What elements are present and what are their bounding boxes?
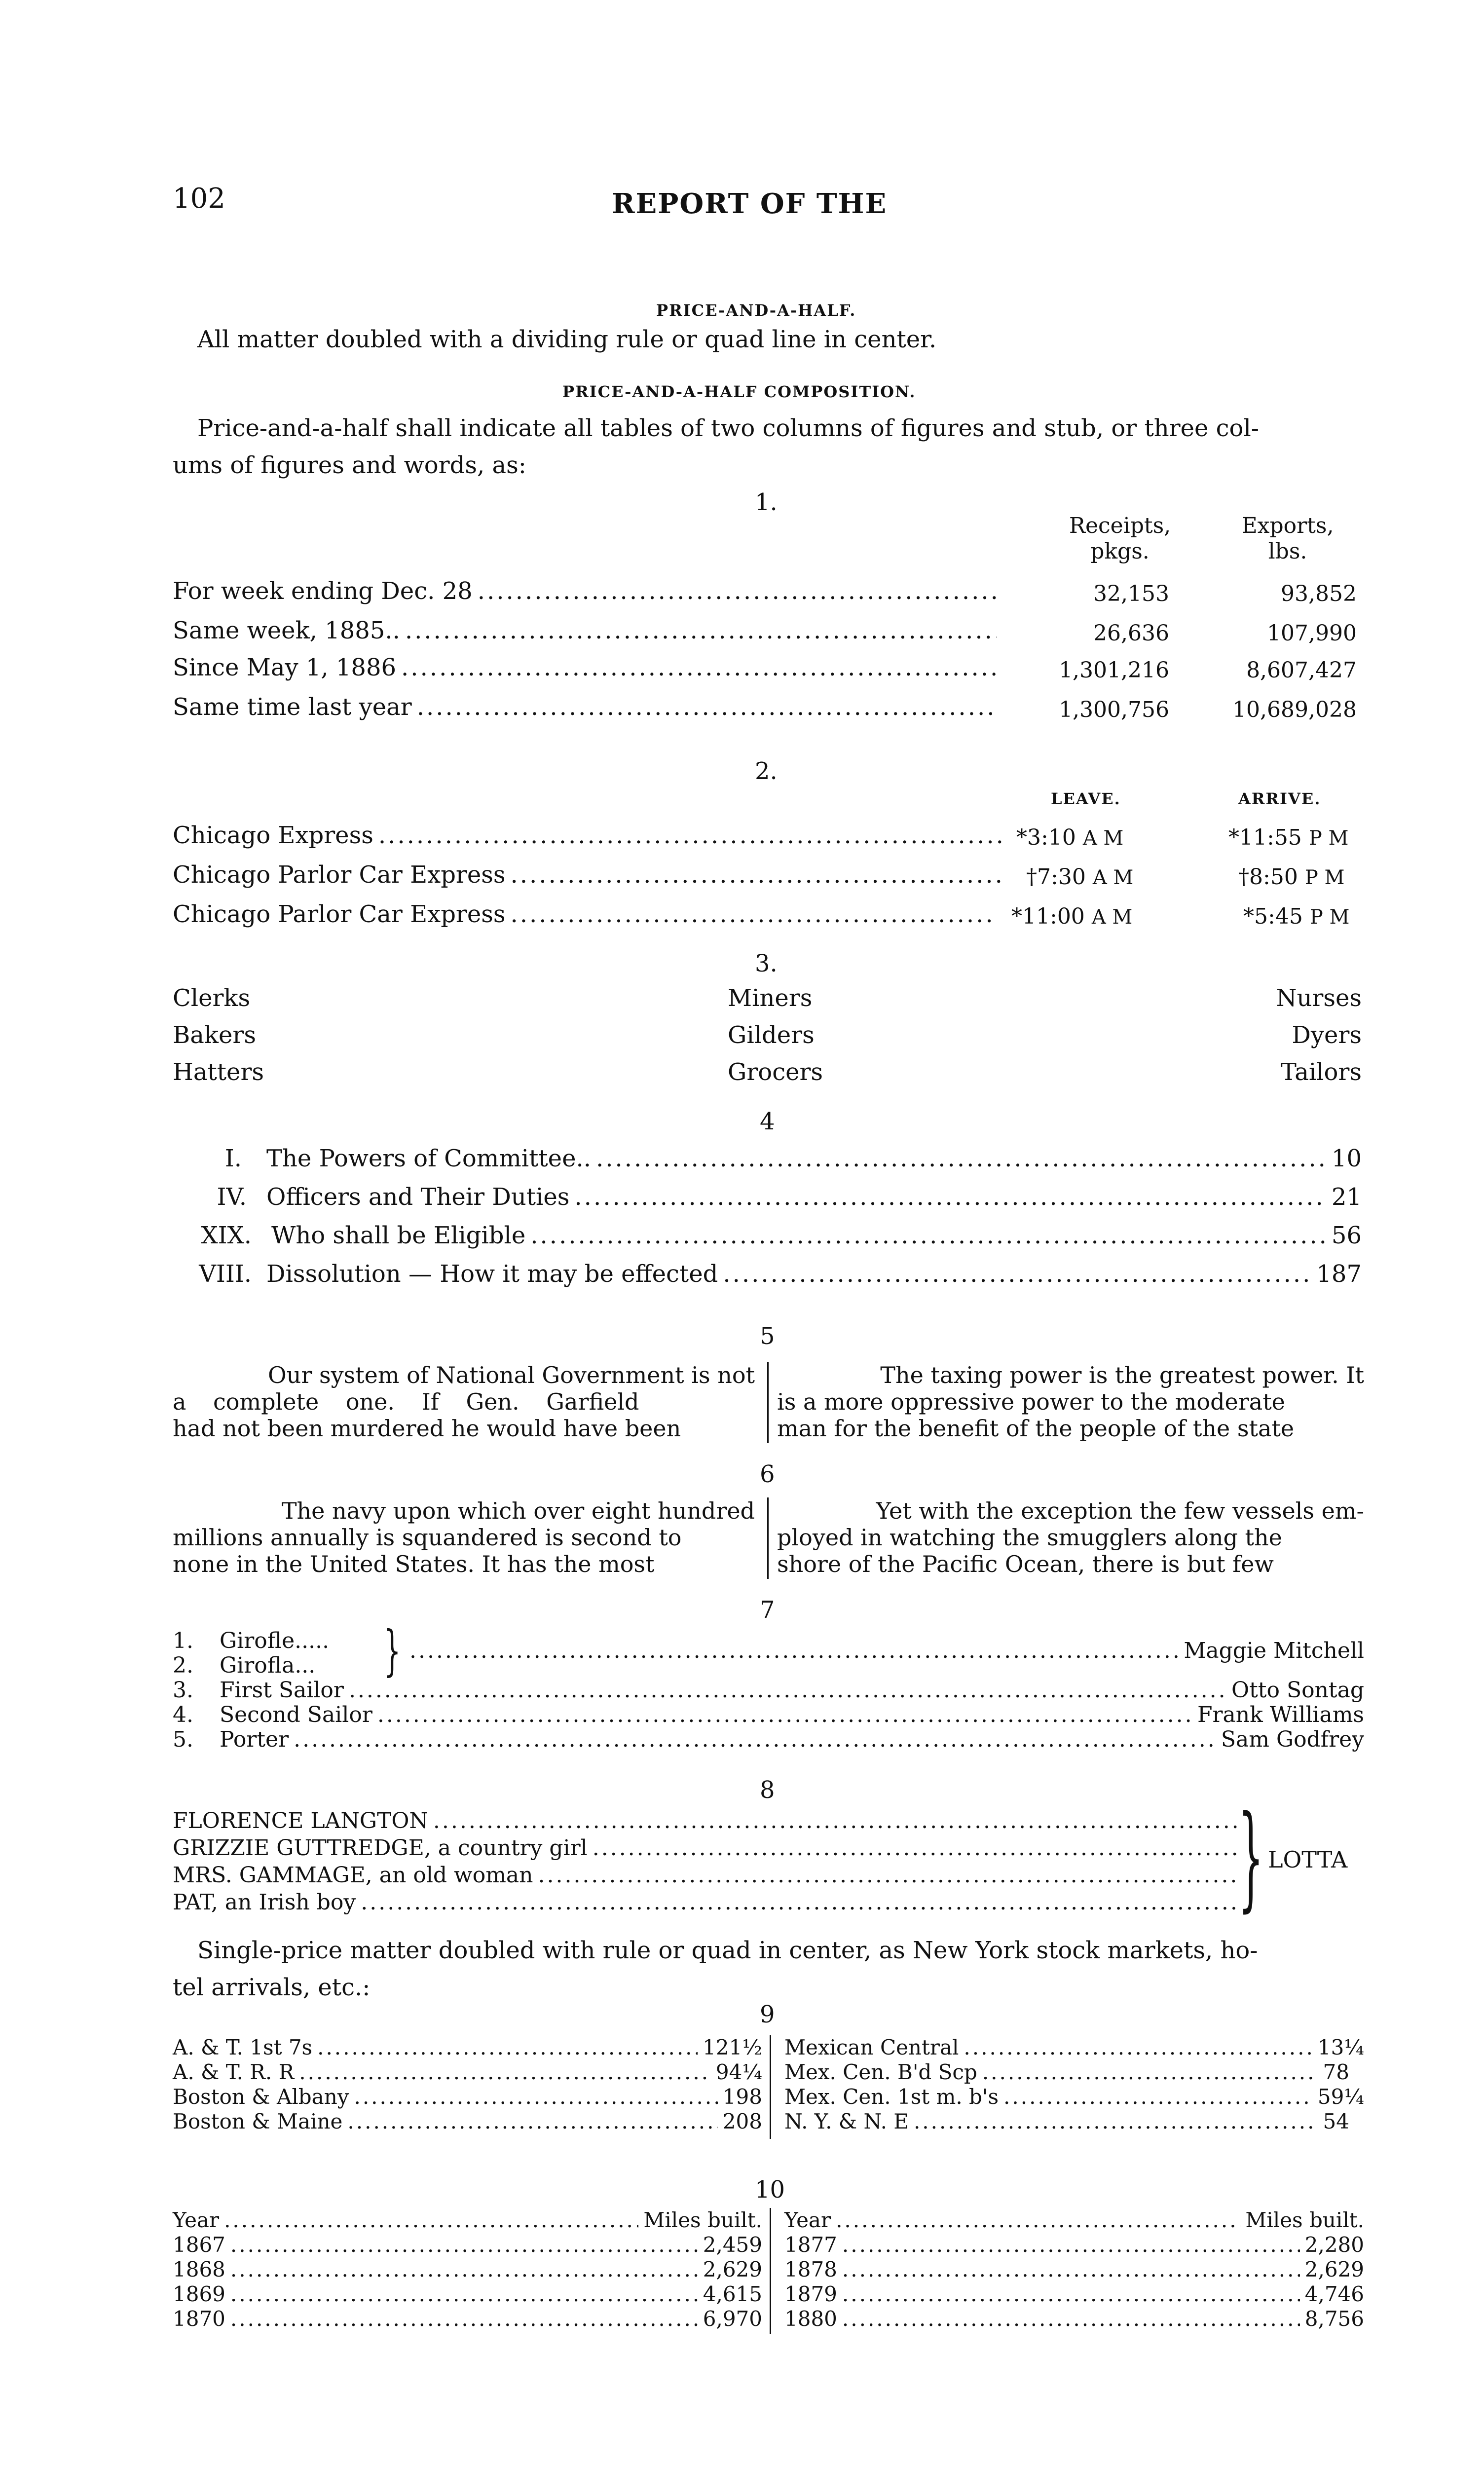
toc-roman: I.	[224, 1145, 242, 1172]
leave-ampm: A M	[1082, 827, 1124, 850]
cast-role: Girofle.....	[220, 1628, 330, 1653]
occupation: Nurses	[1276, 984, 1362, 1012]
ex2-row-label: Chicago Parlor Car Express	[173, 861, 506, 889]
arrive-time: †8:50	[1238, 864, 1298, 890]
toc-label: The Powers of Committee..	[266, 1145, 592, 1172]
running-head: REPORT OF THE	[612, 187, 888, 220]
ex6-right-column	[777, 1497, 1364, 1577]
ex1-row	[173, 693, 1002, 721]
example-number-7: 7	[760, 1596, 775, 1624]
stock-label: Mex. Cen. 1st m. b's	[784, 2085, 999, 2109]
occupation: Grocers	[728, 1058, 823, 1086]
ex1-row-exports: 10,689,028	[1232, 697, 1357, 722]
exports-header	[1214, 513, 1362, 564]
ex6-left-column	[173, 1497, 755, 1577]
section-text-price-and-a-half: All matter doubled with a dividing rule or quad line in center.	[197, 326, 937, 353]
cast-actor: Maggie Mitchell	[1184, 1638, 1364, 1663]
ex6-left-line: The navy upon which over eight hundred	[281, 1497, 755, 1524]
stock-value: 78	[1323, 2060, 1349, 2084]
occupation: Hatters	[173, 1058, 264, 1086]
ex2-row-leave	[1026, 864, 1133, 890]
cast-number: 2.	[173, 1653, 193, 1678]
ex6-right-line: Yet with the exception the few vessels em-	[876, 1497, 1364, 1524]
cast-role: Porter	[220, 1727, 289, 1752]
cast-number: 1.	[173, 1628, 193, 1653]
toc-row	[266, 1145, 1362, 1172]
cast-actor: Sam Godfrey	[1221, 1727, 1364, 1752]
toc-roman: XIX.	[201, 1222, 252, 1249]
single-price-line-1: Single-price matter doubled with rule or quad in center, as New York stock markets, ho-	[197, 1937, 1258, 1964]
rail-year: 1868	[173, 2257, 225, 2281]
rail-miles: 4,746	[1304, 2282, 1364, 2306]
rail-row	[784, 2307, 1364, 2331]
ex2-row-arrive	[1228, 825, 1348, 850]
section-heading-price-and-a-half: PRICE-AND-A-HALF.	[656, 301, 856, 320]
stock-value: 94¼	[715, 2060, 762, 2084]
cast-role: Second Sailor	[220, 1702, 372, 1727]
toc-label: Officers and Their Duties	[266, 1183, 570, 1211]
ex1-row-receipts: 26,636	[1093, 621, 1169, 646]
ex5-right-line: man for the benefit of the people of the state	[777, 1415, 1295, 1442]
example-number-4: 4	[760, 1108, 775, 1135]
toc-row	[266, 1260, 1362, 1288]
composition-line-1: Price-and-a-half shall indicate all tables of two columns of figures and stub, or three col-	[197, 414, 1260, 442]
example-number-1: 1.	[755, 488, 778, 516]
ex1-row	[173, 577, 1002, 605]
toc-label: Who shall be Eligible	[271, 1222, 526, 1249]
occupation: Miners	[728, 984, 813, 1012]
stock-row	[784, 2109, 1349, 2133]
composition-line-2: ums of figures and words, as:	[173, 451, 526, 479]
stock-label: N. Y. & N. E	[784, 2109, 909, 2133]
receipts-header-line1: Receipts,	[1069, 513, 1171, 538]
toc-row	[271, 1222, 1362, 1249]
stock-label: A. & T. R. R	[173, 2060, 295, 2084]
example-number-3: 3.	[755, 950, 778, 977]
rail-miles: 8,756	[1304, 2307, 1364, 2331]
brace-left: }	[383, 1619, 401, 1682]
rail-miles: 2,629	[1304, 2257, 1364, 2281]
leave-ampm: A M	[1091, 906, 1133, 929]
leave-ampm: A M	[1092, 866, 1134, 889]
rail-miles: 2,459	[703, 2233, 762, 2257]
stock-row	[173, 2109, 762, 2133]
rail-year: 1879	[784, 2282, 837, 2306]
ex5-left-line: a complete one. If Gen. Garfield	[173, 1388, 639, 1415]
rail-miles: 6,970	[703, 2307, 762, 2331]
cast-row	[220, 1727, 1364, 1752]
example-number-10: 10	[755, 2176, 785, 2204]
ex5-left-line: had not been murdered he would have been	[173, 1415, 681, 1442]
ex1-row-label: Since May 1, 1886	[173, 654, 397, 681]
arrive-ampm: P M	[1304, 866, 1345, 889]
occupation: Bakers	[173, 1021, 256, 1049]
stock-label: Boston & Maine	[173, 2109, 343, 2133]
stock-row	[784, 2060, 1349, 2084]
arrive-ampm: P M	[1309, 906, 1350, 929]
cast-row	[405, 1638, 1364, 1663]
rail-row	[784, 2233, 1364, 2257]
cast-role: FLORENCE LANGTON	[173, 1808, 428, 1833]
rail-header-row	[784, 2208, 1364, 2232]
leave-header: LEAVE.	[1051, 789, 1121, 808]
rail-year: 1869	[173, 2282, 225, 2306]
example-number-5: 5	[760, 1322, 775, 1350]
stock-value: 54	[1323, 2109, 1349, 2133]
stock-row	[784, 2085, 1364, 2109]
ex2-row-leave	[1011, 904, 1132, 929]
cast-number: 5.	[173, 1727, 193, 1752]
brace-right: }	[1238, 1792, 1264, 1923]
cast-row	[173, 1890, 1243, 1915]
example-number-9: 9	[760, 2001, 775, 2028]
ex5-right-line: is a more oppressive power to the moderate	[777, 1388, 1285, 1415]
cast-row	[220, 1702, 1364, 1727]
cast-role: MRS. GAMMAGE, an old woman	[173, 1863, 533, 1888]
year-header: Year	[173, 2208, 220, 2232]
ex1-row-label: For week ending Dec. 28	[173, 577, 473, 605]
page-number: 102	[173, 183, 225, 215]
exports-header-line1: Exports,	[1241, 513, 1334, 538]
stock-row	[173, 2035, 762, 2059]
toc-page: 10	[1331, 1145, 1362, 1172]
leave-time: *3:10	[1016, 825, 1076, 850]
ex1-row	[173, 617, 1002, 644]
cast-actor: Otto Sontag	[1231, 1678, 1364, 1703]
stock-label: Boston & Albany	[173, 2085, 349, 2109]
arrive-time: *5:45	[1243, 904, 1303, 929]
ex1-row	[173, 654, 1002, 681]
receipts-header-line2: pkgs.	[1090, 539, 1150, 564]
ex6-left-line: millions annually is squandered is second to	[173, 1524, 682, 1551]
ex6-divider-rule	[767, 1497, 769, 1579]
occupation: Clerks	[173, 984, 251, 1012]
stock-label: Mex. Cen. B'd Scp	[784, 2060, 977, 2084]
ex1-row-exports: 8,607,427	[1246, 658, 1357, 683]
arrive-ampm: P M	[1308, 827, 1349, 850]
ex2-row-arrive	[1243, 904, 1349, 929]
ex2-row	[173, 822, 1011, 849]
rail-miles: 2,629	[703, 2257, 762, 2281]
ex6-left-line: none in the United States. It has the most	[173, 1551, 655, 1577]
rail-row	[173, 2257, 762, 2281]
cast-role: PAT, an Irish boy	[173, 1890, 356, 1915]
toc-roman: IV.	[217, 1183, 247, 1211]
ex2-row	[173, 900, 1002, 928]
ex9-divider-rule	[770, 2035, 771, 2139]
ex1-row-exports: 93,852	[1281, 581, 1357, 606]
occupation: Dyers	[1292, 1021, 1362, 1049]
cast-row	[173, 1808, 1243, 1833]
arrive-header: ARRIVE.	[1238, 789, 1321, 808]
stock-label: Mexican Central	[784, 2035, 959, 2059]
ex1-row-label: Same week, 1885..	[173, 617, 400, 644]
cast-role: First Sailor	[220, 1678, 344, 1703]
rail-miles: 2,280	[1304, 2233, 1364, 2257]
cast-row	[220, 1678, 1364, 1703]
ex5-left-column	[173, 1362, 755, 1442]
single-price-line-2: tel arrivals, etc.:	[173, 1974, 371, 2001]
ex1-row-label: Same time last year	[173, 693, 412, 721]
ex5-right-line: The taxing power is the greatest power. It	[880, 1362, 1364, 1388]
ex6-right-line: shore of the Pacific Ocean, there is but few	[777, 1551, 1274, 1577]
rail-row	[173, 2233, 762, 2257]
year-header: Year	[784, 2208, 831, 2232]
occupation: Gilders	[728, 1021, 815, 1049]
leave-time: †7:30	[1026, 864, 1086, 890]
example-number-8: 8	[760, 1776, 775, 1804]
stock-row	[173, 2060, 762, 2084]
cast-number: 3.	[173, 1678, 193, 1703]
example-number-6: 6	[760, 1460, 775, 1488]
toc-page: 187	[1316, 1260, 1362, 1288]
arrive-time: *11:55	[1228, 825, 1302, 850]
ex5-divider-rule	[767, 1362, 769, 1443]
rail-year: 1880	[784, 2307, 837, 2331]
toc-page: 21	[1331, 1183, 1362, 1211]
stock-value: 208	[722, 2109, 762, 2133]
cast-row	[173, 1835, 1243, 1861]
ex1-row-receipts: 1,301,216	[1059, 658, 1169, 683]
section-heading-composition: PRICE-AND-A-HALF COMPOSITION.	[562, 382, 916, 401]
ex2-row	[173, 861, 1011, 889]
stock-row	[173, 2085, 762, 2109]
leave-time: *11:00	[1011, 904, 1085, 929]
rail-row	[173, 2282, 762, 2306]
ex1-row-receipts: 1,300,756	[1059, 697, 1169, 722]
cast-actor: Frank Williams	[1197, 1702, 1364, 1727]
ex1-row-exports: 107,990	[1267, 621, 1357, 646]
ex5-right-column	[777, 1362, 1364, 1442]
stock-value: 198	[722, 2085, 762, 2109]
toc-label: Dissolution — How it may be effected	[266, 1260, 718, 1288]
cast-number: 4.	[173, 1702, 193, 1727]
rail-year: 1870	[173, 2307, 225, 2331]
ex2-row-label: Chicago Express	[173, 822, 373, 849]
ex1-row-receipts: 32,153	[1093, 581, 1169, 606]
rail-row	[784, 2257, 1364, 2281]
receipts-header	[1046, 513, 1194, 564]
miles-header: Miles built.	[1245, 2208, 1364, 2232]
ex2-row-arrive	[1238, 864, 1344, 890]
toc-row	[266, 1183, 1362, 1211]
miles-header: Miles built.	[643, 2208, 762, 2232]
rail-row	[784, 2282, 1364, 2306]
rail-miles: 4,615	[703, 2282, 762, 2306]
rail-year: 1878	[784, 2257, 837, 2281]
rail-year: 1877	[784, 2233, 837, 2257]
rail-row	[173, 2307, 762, 2331]
toc-roman: VIII.	[199, 1260, 252, 1288]
cast-role: Girofla...	[220, 1653, 316, 1678]
cast-row	[173, 1863, 1243, 1888]
stock-value: 59¼	[1317, 2085, 1364, 2109]
rail-header-row	[173, 2208, 762, 2232]
rail-year: 1867	[173, 2233, 225, 2257]
exports-header-line2: lbs.	[1268, 539, 1307, 564]
cast-actor: LOTTA	[1268, 1846, 1348, 1873]
ex10-divider-rule	[770, 2208, 771, 2334]
stock-row	[784, 2035, 1364, 2059]
stock-label: A. & T. 1st 7s	[173, 2035, 313, 2059]
stock-value: 13¼	[1317, 2035, 1364, 2059]
example-number-2: 2.	[755, 757, 778, 785]
stock-value: 121½	[703, 2035, 762, 2059]
ex6-right-line: ployed in watching the smugglers along the	[777, 1524, 1282, 1551]
cast-role: GRIZZIE GUTTREDGE, a country girl	[173, 1835, 588, 1861]
occupation: Tailors	[1280, 1058, 1362, 1086]
ex2-row-leave	[1016, 825, 1123, 850]
ex2-row-label: Chicago Parlor Car Express	[173, 900, 506, 928]
toc-page: 56	[1331, 1222, 1362, 1249]
ex5-left-line: Our system of National Government is not	[268, 1362, 755, 1388]
